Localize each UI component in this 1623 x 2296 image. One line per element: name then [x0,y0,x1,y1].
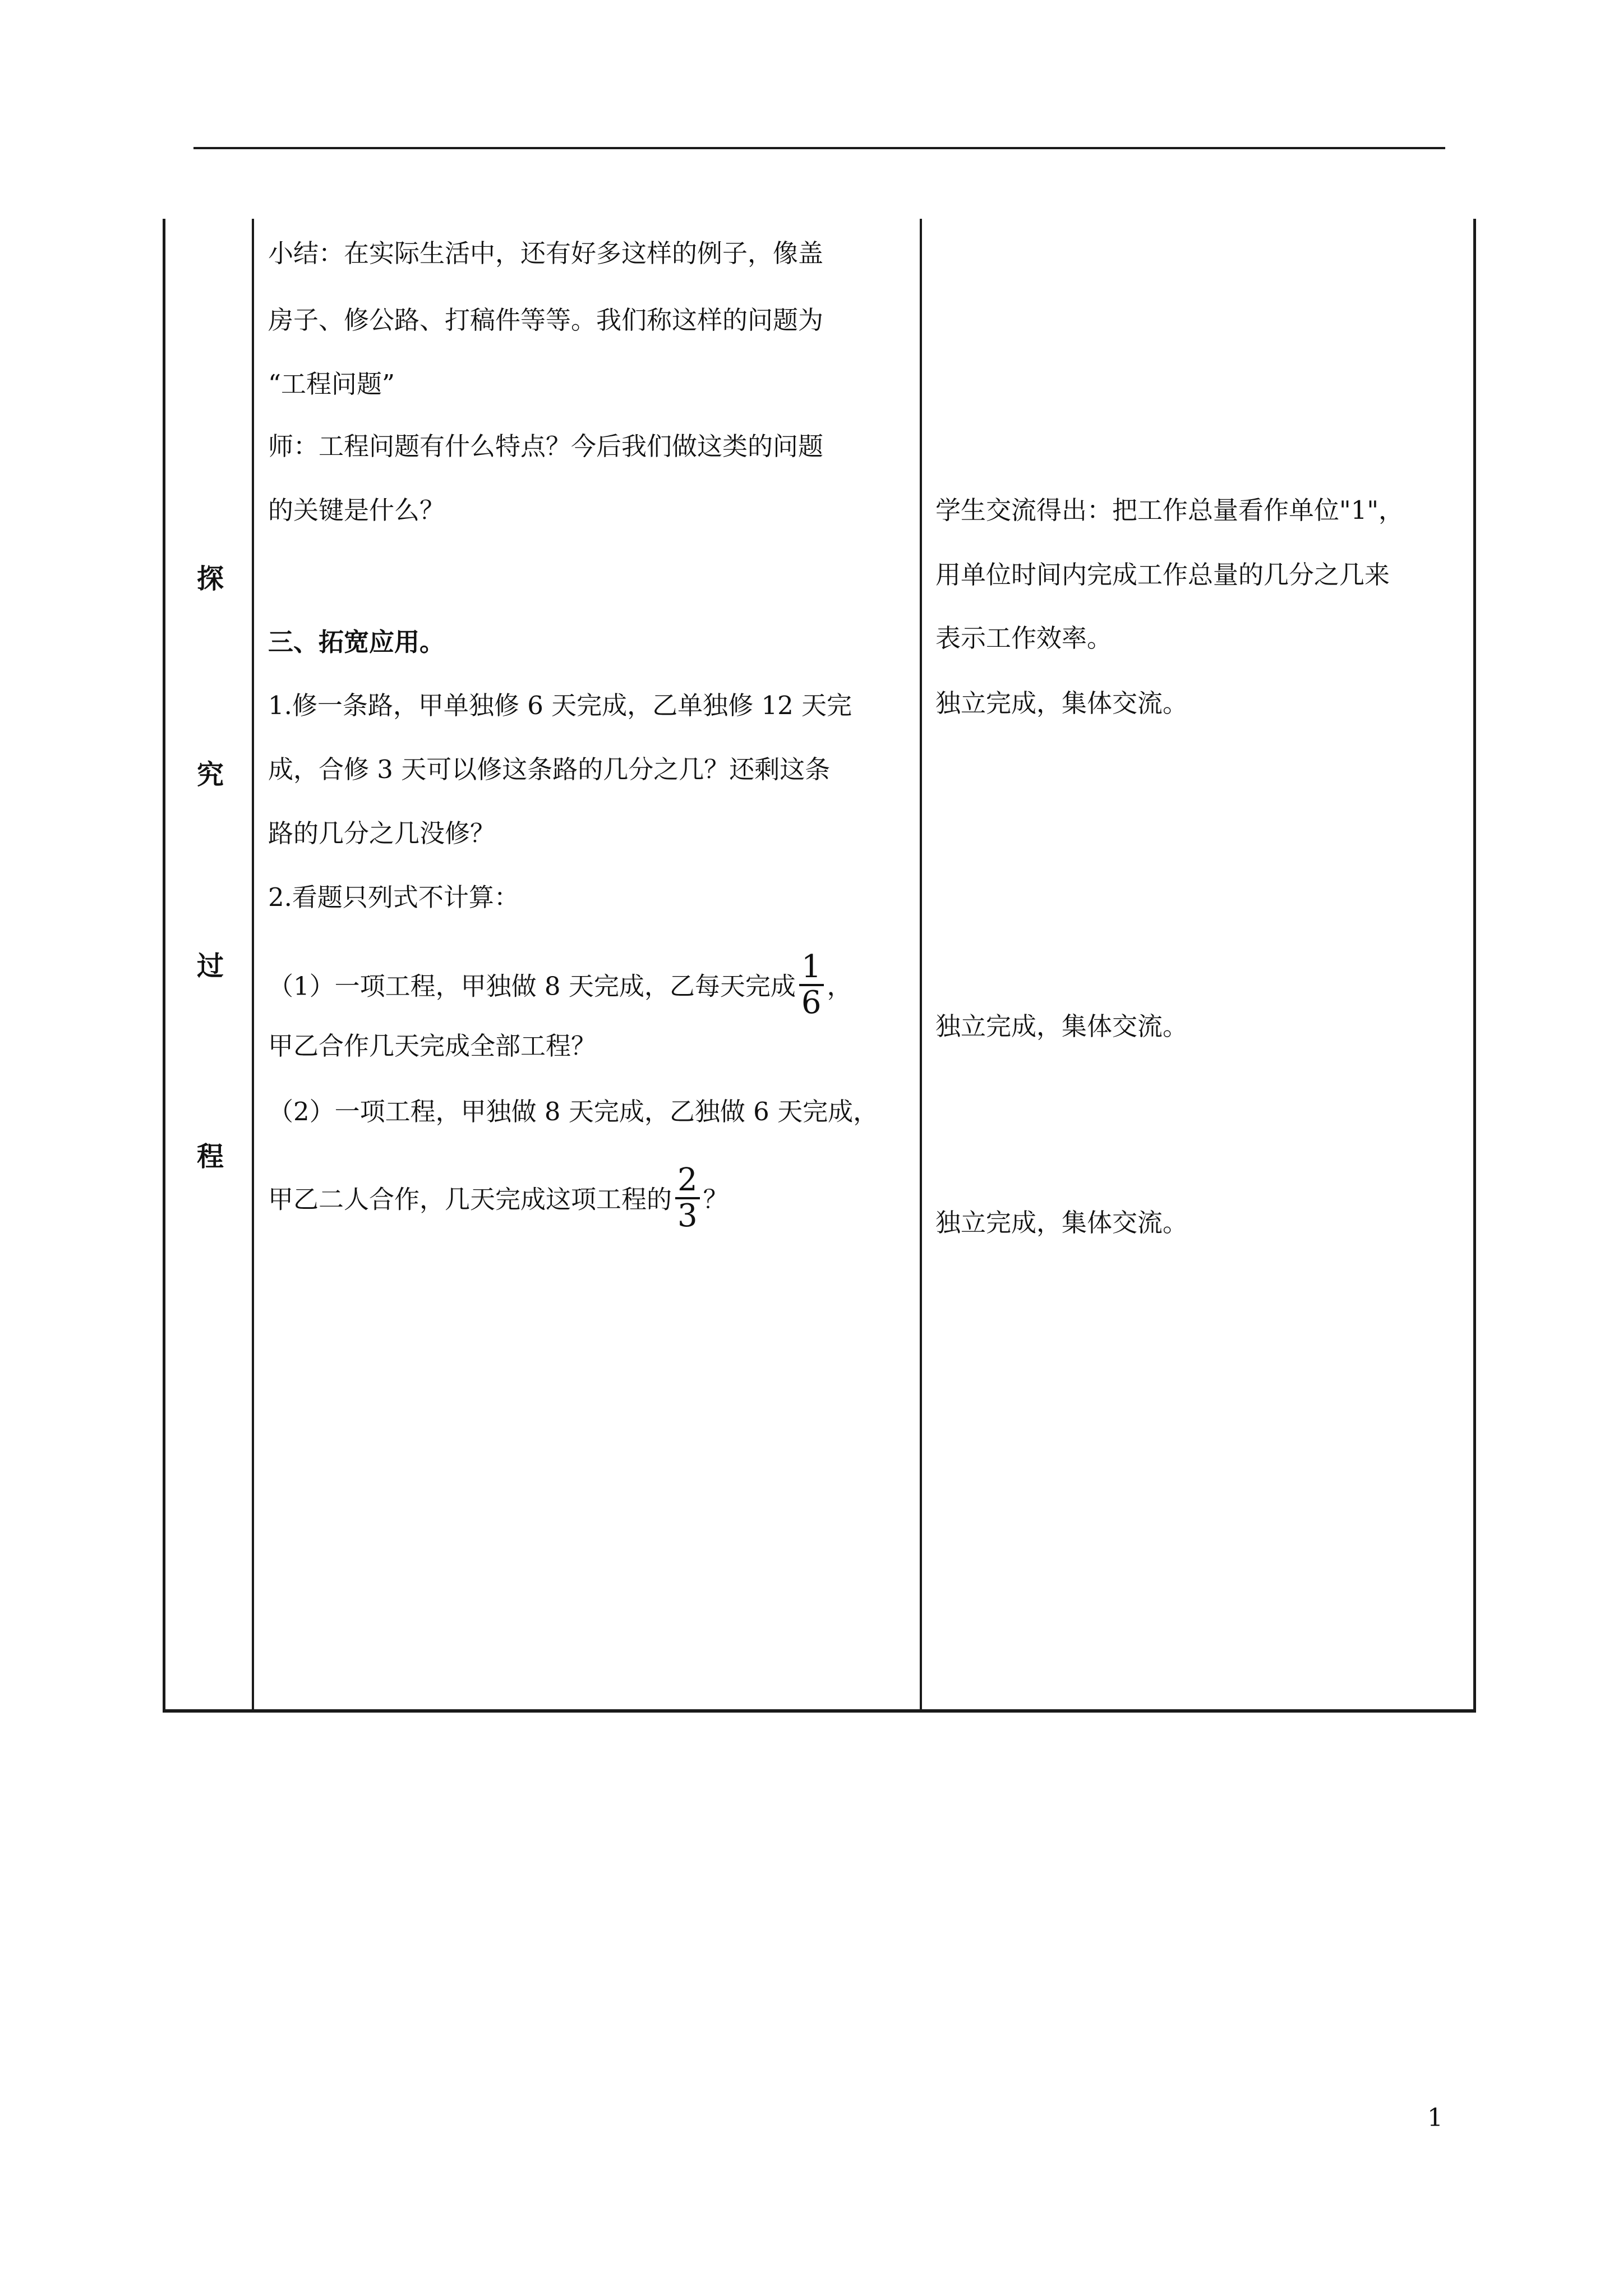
section-heading: 三、拓宽应用。 [268,627,445,657]
question-1-line-3: 路的几分之几没修？ [268,818,496,848]
column-divider-right [920,219,922,1713]
fraction-denominator: 3 [677,1198,698,1234]
fraction-two-thirds [675,1163,700,1233]
section-label-char-2: 究 [196,759,224,790]
student-activity-3: 独立完成，集体交流。 [935,1208,1188,1237]
question-2b-tail: ？ [703,1184,728,1214]
student-exchange-line-2: 用单位时间内完成工作总量的几分之几来 [935,560,1390,590]
summary-line-2: 房子、修公路、打稿件等等。我们称这样的问题为 [268,305,824,335]
question-2a-text: （1）一项工程，甲独做 8 天完成，乙每天完成 [268,971,796,1001]
fraction-denominator: 6 [801,984,822,1021]
section-label-char-3: 过 [196,950,224,982]
student-activity-2: 独立完成，集体交流。 [935,1011,1188,1041]
section-label-char-4: 程 [196,1141,224,1172]
question-2a-line-2: 甲乙合作几天完成全部工程？ [268,1031,597,1061]
column-divider-left [252,219,254,1713]
teacher-question-line-2: 的关键是什么？ [268,495,445,525]
student-exchange-line-3: 表示工作效率。 [935,623,1113,653]
student-exchange-line-1: 学生交流得出：把工作总量看作单位"1"， [935,495,1404,525]
section-label-char-1: 探 [196,563,224,595]
question-1-line-2: 成，合修 3 天可以修这条路的几分之几？还剩这条 [268,754,831,784]
summary-line-1: 小结：在实际生活中，还有好多这样的例子，像盖 [268,238,824,268]
question-2a-tail: ， [827,971,852,1001]
summary-line-3: “工程问题” [268,369,395,399]
teacher-question-line-1: 师：工程问题有什么特点？今后我们做这类的问题 [268,431,824,461]
question-2b-line-2 [268,1162,907,1236]
fraction-numerator: 2 [675,1163,700,1199]
student-activity-1: 独立完成，集体交流。 [935,688,1188,718]
question-2b-line-1: （2）一项工程，甲独做 8 天完成，乙独做 6 天完成， [268,1097,879,1126]
page-number: 1 [1427,2104,1443,2132]
question-2b-text: 甲乙二人合作，几天完成这项工程的 [268,1184,672,1214]
fraction-numerator: 1 [799,950,824,986]
question-2-intro: 2.看题只列式不计算： [268,882,519,912]
fraction-one-sixth [799,950,824,1020]
question-2a-line-1 [268,949,907,1023]
question-1-line-1: 1.修一条路，甲单独修 6 天完成，乙单独修 12 天完 [268,691,852,720]
header-rule [193,147,1445,149]
